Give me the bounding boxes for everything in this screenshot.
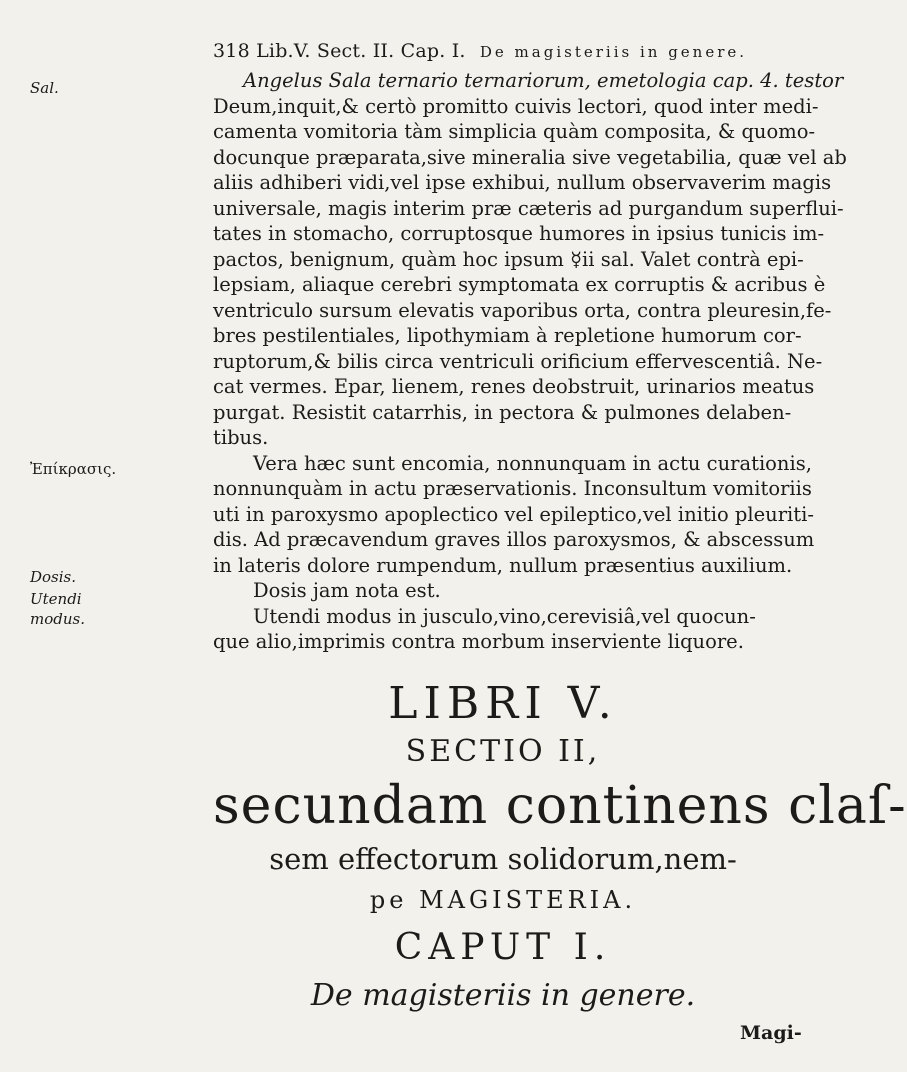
body-line: dis. Ad præcavendum graves illos paroxysmos, & abscessum <box>213 528 815 551</box>
body-line: purgat. Resistit catarrhis, in pectora & pulmones delaben- <box>213 400 792 424</box>
body-line: nonnunquàm in actu præservationis. Inconsultum vomitoriis <box>213 477 812 500</box>
margin-note-greek: Ἐπίκρασις. <box>30 460 117 478</box>
body-line: tates in stomacho, corruptosque humores in ipsius tunicis im- <box>213 222 825 245</box>
body-line: que alio,imprimis contra morbum inserviente liquore. <box>213 630 744 653</box>
body-line: universale, magis interim præ cæteris ad purgandum superflui- <box>213 196 844 220</box>
margin-note-utendi: Utendi <box>30 590 82 608</box>
body-line: tibus. <box>213 426 269 449</box>
chapter-heading: CAPUT I. <box>394 927 612 968</box>
body-line: camenta vomitoria tàm simplicia quàm composita, & quomo- <box>213 120 816 143</box>
body-line: cat vermes. Epar, lienem, renes deobstruit, urinarios meatus <box>213 375 815 398</box>
margin-note-dosis: Dosis. <box>30 568 77 586</box>
header-left: 318 Lib.V. Sect. II. Cap. I. <box>213 40 466 62</box>
body-line: bres pestilentiales, lipothymiam à repletione humorum cor- <box>213 324 802 347</box>
margin-note-sal: Sal. <box>30 79 59 97</box>
catchword: Magi- <box>740 1022 802 1044</box>
body-line: Dosis jam nota est. <box>253 579 441 602</box>
body-text <box>213 68 847 655</box>
body-line: Deum,inquit,& certò promitto cuivis lectori, quod inter medi- <box>213 94 819 118</box>
section-subtitle-line-3: pe MAGISTERIA. <box>369 886 637 914</box>
body-line: Vera hæc sunt encomia, nonnunquam in actu curationis, <box>253 451 812 475</box>
margin-note-modus: modus. <box>30 610 85 628</box>
body-line: in lateris dolore rumpendum, nullum præsentius auxilium. <box>213 553 793 577</box>
body-line: ventriculo sursum elevatis vaporibus orta, contra pleuresin,fe- <box>213 298 832 322</box>
body-line: uti in paroxysmo apoplectico vel epileptico,vel initio pleuriti- <box>213 502 814 526</box>
body-line: lepsiam, aliaque cerebri symptomata ex corruptis & acribus è <box>213 273 826 296</box>
body-line: pactos, benignum, quàm hoc ipsum ☿ii sal. Valet contrà epi- <box>213 247 804 271</box>
body-line: aliis adhiberi vidi,vel ipse exhibui, nullum observaverim magis <box>213 171 832 194</box>
body-line: Angelus Sala ternario ternariorum, emetologia cap. 4. testor <box>243 69 844 92</box>
book-heading: LIBRI V. <box>388 678 618 729</box>
section-subtitle-line-2: sem effectorum solidorum,nem- <box>269 842 737 876</box>
chapter-title: De magisteriis in genere. <box>310 978 696 1013</box>
section-subtitle-line-1: secundam continens claſ- <box>213 776 907 836</box>
body-line: ruptorum,& bilis circa ventriculi orificium effervescentiâ. Ne- <box>213 349 823 373</box>
section-heading: SECTIO II, <box>405 734 601 769</box>
running-header <box>213 40 773 62</box>
body-line: Utendi modus in jusculo,vino,cerevisiâ,vel quocun- <box>253 604 756 628</box>
header-right: De magisteriis in genere. <box>479 43 748 61</box>
body-line: docunque præparata,sive mineralia sive vegetabilia, quæ vel ab <box>213 145 847 169</box>
